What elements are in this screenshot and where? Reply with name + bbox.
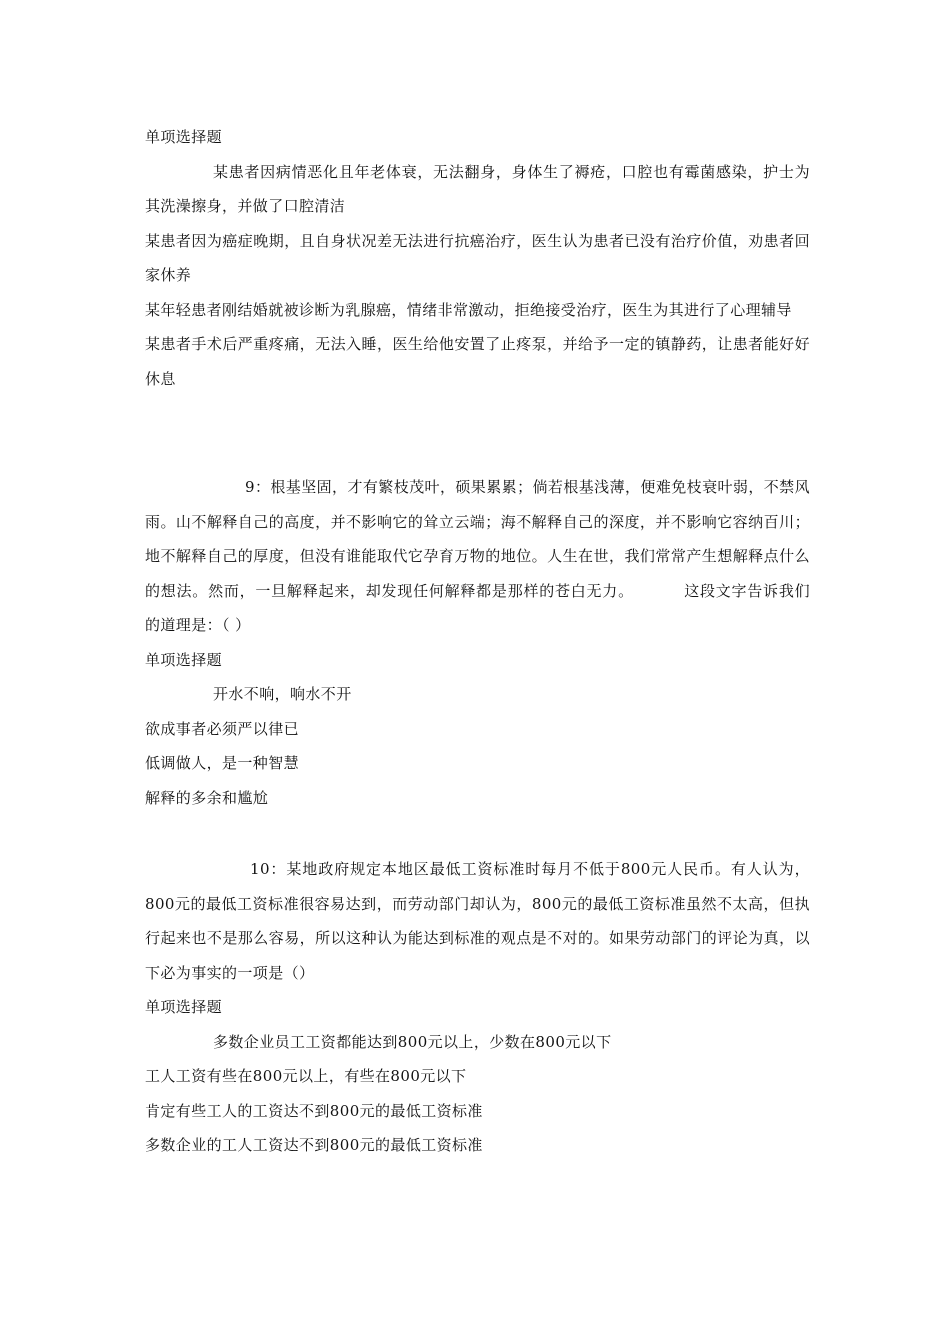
question-8-block xyxy=(145,120,810,396)
question-stem-text: 9：根基坚固，才有繁枝茂叶，硕果累累；倘若根基浅薄，便难免枝衰叶弱，不禁风雨。山不解释自己的高度，并不影响它的耸立云端；海不解释自己的深度，并不影响它容纳百川；地不解释自己的厚度，但没有谁能取代它孕育万物的地位。人生在世，我们常常产生想解释点什么的想法。然而，一旦解释起来，却发现任何解释都是那样的苍白无力。 xyxy=(145,478,810,600)
option-d: 多数企业的工人工资达不到800元的最低工资标准 xyxy=(145,1136,483,1154)
option-c: 低调做人，是一种智慧 xyxy=(145,754,300,772)
option-d: 解释的多余和尴尬 xyxy=(145,788,269,807)
question-type-label: 单项选择题 xyxy=(145,998,223,1016)
option-b: 某患者因为癌症晚期，且自身状况差无法进行抗癌治疗，医生认为患者已没有治疗价值，劝患者回家休养 xyxy=(145,231,810,284)
option-a: 多数企业员工工资都能达到800元以上，少数在800元以下 xyxy=(213,1032,612,1051)
question-type-label: 单项选择题 xyxy=(145,650,223,669)
option-d: 某患者手术后严重疼痛，无法入睡，医生给他安置了止疼泵，并给予一定的镇静药，让患者能好好休息 xyxy=(145,335,810,388)
option-a: 某患者因病情恶化且年老体衰，无法翻身，身体生了褥疮，口腔也有霉菌感染，护士为其洗澡擦身，并做了口腔清洁 xyxy=(145,162,810,215)
option-a: 开水不响，响水不开 xyxy=(213,685,352,703)
question-10-block xyxy=(145,852,810,1163)
question-9-block xyxy=(145,470,810,815)
option-b: 工人工资有些在800元以上，有些在800元以下 xyxy=(145,1067,467,1085)
option-c: 肯定有些工人的工资达不到800元的最低工资标准 xyxy=(145,1101,483,1120)
option-c: 某年轻患者刚结婚就被诊断为乳腺癌，情绪非常激动，拒绝接受治疗，医生为其进行了心理辅导 xyxy=(145,300,792,319)
question-type-label: 单项选择题 xyxy=(145,128,223,146)
question-stem xyxy=(145,470,810,643)
option-b: 欲成事者必须严以律已 xyxy=(145,719,300,738)
question-prompt: 这段文字告诉我们的道理是：（ ） xyxy=(145,581,810,634)
question-stem: 10：某地政府规定本地区最低工资标准时每月不低于800元人民币。有人认为，800元的最低工资标准很容易达到，而劳动部门却认为，800元的最低工资标准虽然不太高，但执行起来也不是那么容易，所以这种认为能达到标准的观点是不对的。如果劳动部门的评论为真，以下必为事实的一项是（） xyxy=(145,860,810,982)
